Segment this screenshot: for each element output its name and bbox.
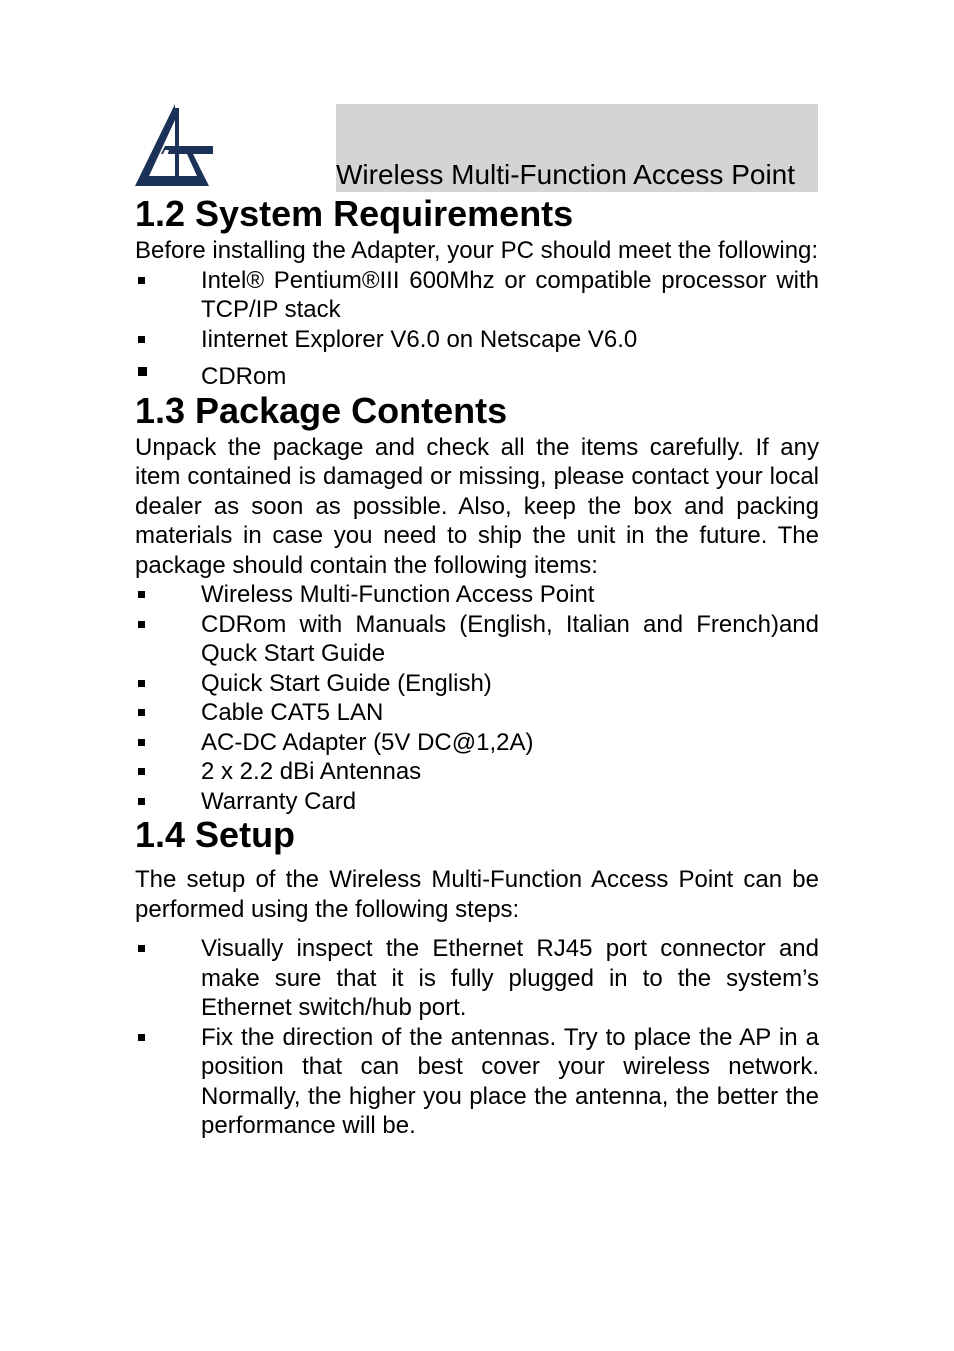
list-item: Fix the direction of the antennas. Try to place the AP in a position that can best cover your wireless network. Normally, the higher you place the antenna, the better the performance will be. — [135, 1023, 819, 1141]
bullet-icon — [138, 739, 145, 746]
requirements-list — [135, 266, 819, 392]
section-heading-requirements: 1.2 System Requirements — [135, 193, 574, 234]
bullet-icon — [138, 277, 145, 284]
package-list — [135, 580, 819, 816]
bullet-icon — [138, 709, 145, 716]
list-item: Warranty Card — [135, 787, 819, 817]
header-title: Wireless Multi-Function Access Point — [336, 159, 796, 190]
list-item: Intel® Pentium®III 600Mhz or compatible processor with TCP/IP stack — [135, 266, 819, 325]
atlantis-logo-icon — [135, 104, 213, 186]
bullet-icon — [138, 336, 145, 343]
list-item: AC-DC Adapter (5V DC@1,2A) — [135, 728, 819, 758]
setup-list — [135, 934, 819, 1141]
section-heading-package: 1.3 Package Contents — [135, 389, 508, 431]
bullet-icon — [138, 945, 145, 952]
document-body — [135, 192, 819, 1141]
list-item: CDRom — [135, 362, 819, 392]
setup-intro: The setup of the Wireless Multi-Function Access Point can be performed using the following steps: — [135, 866, 819, 923]
bullet-icon — [138, 621, 145, 628]
section-heading-setup: 1.4 Setup — [135, 814, 296, 855]
list-item: Quick Start Guide (English) — [135, 669, 819, 699]
bullet-icon — [138, 1034, 145, 1041]
requirements-intro: Before installing the Adapter, your PC should meet the following: — [135, 237, 819, 264]
list-item: CDRom with Manuals (English, Italian and French)and Quck Start Guide — [135, 610, 819, 669]
bullet-icon — [138, 798, 145, 805]
list-item: Cable CAT5 LAN — [135, 698, 819, 728]
list-item: Visually inspect the Ethernet RJ45 port connector and make sure that it is fully plugged in to the system’s Ethernet switch/hub port. — [135, 934, 819, 1023]
bullet-icon — [138, 367, 147, 376]
list-item: Iinternet Explorer V6.0 on Netscape V6.0 — [135, 325, 819, 355]
list-item: Wireless Multi-Function Access Point — [135, 580, 819, 610]
bullet-icon — [138, 591, 145, 598]
bullet-icon — [138, 680, 145, 687]
bullet-icon — [138, 768, 145, 775]
package-intro: Unpack the package and check all the items carefully. If any item contained is damaged or missing, please contact your local dealer as soon as possible. Also, keep the box and packing materials in case you need to ship the unit in the future. The package should contain the following items: — [135, 433, 819, 579]
list-item: 2 x 2.2 dBi Antennas — [135, 757, 819, 787]
